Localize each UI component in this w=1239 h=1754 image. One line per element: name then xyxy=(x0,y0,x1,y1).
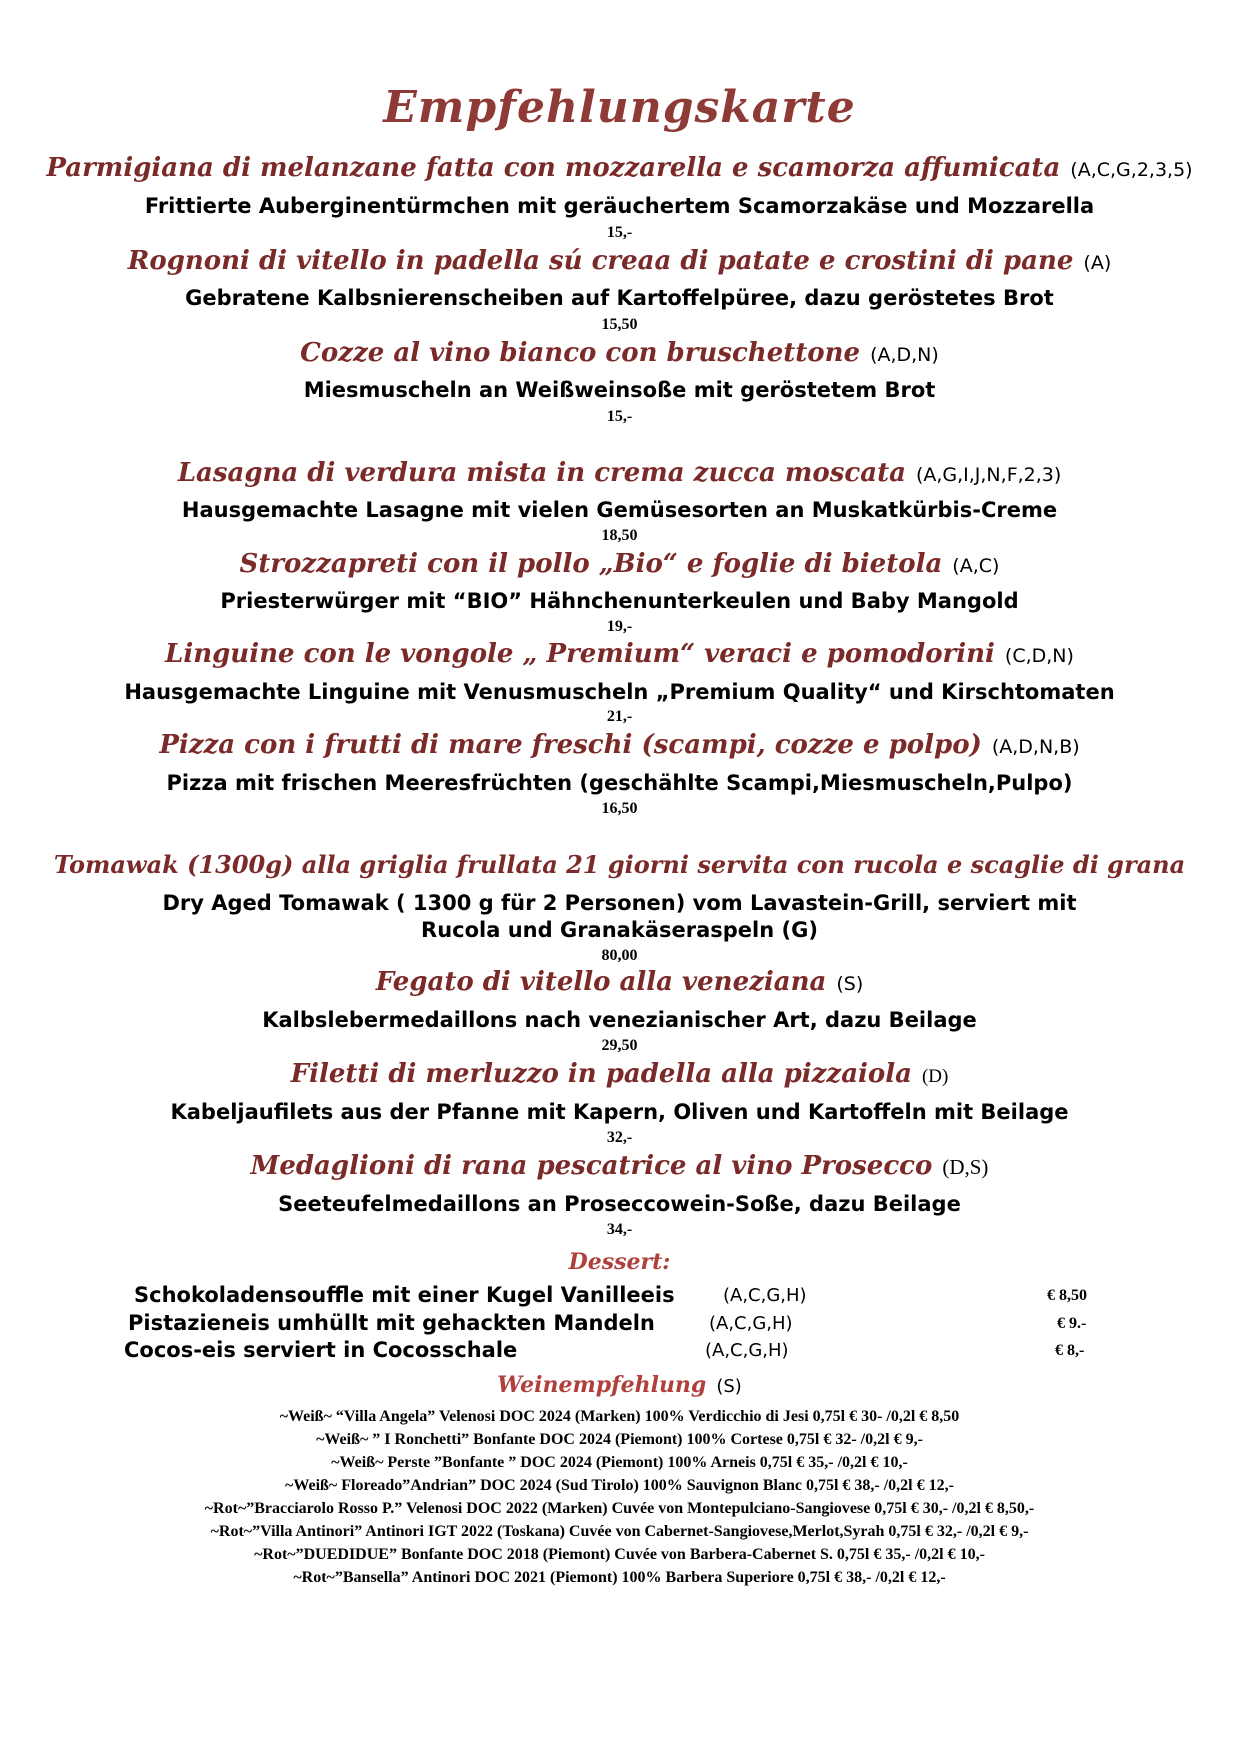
dish-name-line xyxy=(0,549,1239,579)
dish-description: Seeteufelmedaillons an Proseccowein-Soße, dazu Beilage xyxy=(278,1192,961,1216)
dessert-allergens: (A,C,G,H) xyxy=(705,1340,789,1361)
dish-name-line xyxy=(0,458,1239,488)
dish-description: Hausgemachte Linguine mit Venusmuscheln „Premium Quality“ und Kirschtomaten xyxy=(124,680,1115,704)
dessert-name: Pistazieneis umhüllt mit gehackten Mandeln xyxy=(128,1311,655,1335)
dish-name: Medaglioni di rana pescatrice al vino Prosecco xyxy=(250,1151,933,1181)
wine-line: ~Rot~”Bansella” Antinori DOC 2021 (Piemont) 100% Barbera Superiore 0,75l € 38,- /0,2l € 12,- xyxy=(293,1569,946,1586)
dish-name: Filetti di merluzzo in padella alla pizzaiola xyxy=(290,1059,912,1089)
dish-allergens: (A,G,I,J,N,F,2,3) xyxy=(915,464,1062,486)
wine-line: ~Rot~”DUEDIDUE” Bonfante DOC 2018 (Piemont) Cuvée von Barbera-Cabernet S. 0,75l € 35,- /0,2l € 10,- xyxy=(254,1546,985,1563)
dish-description: Pizza mit frischen Meeresfrüchten (geschählte Scampi,Miesmuscheln,Pulpo) xyxy=(166,771,1073,795)
dish-allergens: (C,D,N) xyxy=(1004,645,1074,667)
wine-allergens: (S) xyxy=(716,1376,742,1397)
dish-allergens: (A,D,N) xyxy=(870,344,939,366)
dish-price: 32,- xyxy=(606,1129,633,1146)
dish-allergens: (A,D,N,B) xyxy=(991,736,1080,758)
dessert-row xyxy=(0,1311,1239,1339)
wine-line: ~Weiß~ “Villa Angela” Velenosi DOC 2024 (Marken) 100% Verdicchio di Jesi 0,75l € 30- /0,2l € 8,50 xyxy=(279,1408,960,1425)
dessert-title: Dessert: xyxy=(568,1249,671,1275)
dish-description: Hausgemachte Lasagne mit vielen Gemüsesorten an Muskatkürbis-Creme xyxy=(181,498,1058,522)
dish-name: Tomawak (1300g) alla griglia frullata 21 giorni servita con rucola e scaglie di grana xyxy=(53,850,1186,879)
dessert-row xyxy=(0,1338,1239,1366)
dish-name-line xyxy=(0,639,1239,669)
dish-name: Linguine con le vongole „ Premium“ veraci e pomodorini xyxy=(165,639,995,669)
dish-allergens: (D,S) xyxy=(942,1155,989,1179)
dish-price: 15,- xyxy=(606,408,633,425)
dish-description: Priesterwürger mit “BIO” Hähnchenunterkeulen und Baby Mangold xyxy=(220,589,1019,613)
dish-name: Lasagna di verdura mista in crema zucca moscata xyxy=(177,458,906,488)
dish-description: Gebratene Kalbsnierenscheiben auf Kartoffelpüree, dazu geröstetes Brot xyxy=(185,286,1054,310)
dish-description: Kalbslebermedaillons nach venezianischer Art, dazu Beilage xyxy=(262,1008,977,1032)
dessert-allergens: (A,C,G,H) xyxy=(723,1285,807,1306)
dish-description: Frittierte Auberginentürmchen mit geräuchertem Scamorzakäse und Mozzarella xyxy=(144,194,1095,218)
wine-line: ~Weiß~ ” I Ronchetti” Bonfante DOC 2024 (Piemont) 100% Cortese 0,75l € 32- /0,2l € 9,- xyxy=(316,1431,923,1448)
dish-allergens: (A,C,G,2,3,5) xyxy=(1070,159,1193,181)
wine-line: ~Rot~”Bracciarolo Rosso P.” Velenosi DOC 2022 (Marken) Cuvée von Montepulciano-Sangiovese 0,75l € 30,- /0,2l € 8,50,- xyxy=(204,1500,1035,1517)
dessert-price: € 8,50 xyxy=(1047,1287,1087,1304)
dish-description: Dry Aged Tomawak ( 1300 g für 2 Personen) vom Lavastein-Grill, serviert mit xyxy=(162,891,1077,915)
wine-line: ~Weiß~ Floreado”Andrian” DOC 2024 (Sud Tirolo) 100% Sauvignon Blanc 0,75l € 38,- /0,2l € 12,- xyxy=(285,1477,954,1494)
dish-price: 80,00 xyxy=(601,947,638,964)
dish-name: Rognoni di vitello in padella sú creaa di patate e crostini di pane xyxy=(127,246,1074,276)
page-title: Empfehlungskarte xyxy=(383,82,856,133)
dish-name-line xyxy=(0,1059,1239,1089)
dish-name-line xyxy=(0,1151,1239,1181)
dish-name-line xyxy=(0,338,1239,368)
dish-description: Kabeljaufilets aus der Pfanne mit Kapern, Oliven und Kartoffeln mit Beilage xyxy=(170,1100,1069,1124)
dessert-price: € 8,- xyxy=(1055,1342,1085,1359)
wine-line: ~Rot~”Villa Antinori” Antinori IGT 2022 (Toskana) Cuvée von Cabernet-Sangiovese,Merlot,Syrah 0,75l € 32,- /0,2l € 9,- xyxy=(210,1523,1029,1540)
dish-name: Fegato di vitello alla veneziana xyxy=(375,967,827,997)
dish-name: Pizza con i frutti di mare freschi (scampi, cozze e polpo) xyxy=(159,730,982,760)
dish-name: Strozzapreti con il pollo „Bio“ e foglie di bietola xyxy=(239,549,943,579)
dish-price: 15,- xyxy=(606,224,633,241)
dish-allergens: (A,C) xyxy=(952,555,1000,577)
dessert-row xyxy=(0,1283,1239,1311)
wine-title: Weinempfehlung xyxy=(497,1372,707,1398)
dish-name-line xyxy=(0,730,1239,760)
dish-description: Miesmuscheln an Weißweinsoße mit geröstetem Brot xyxy=(303,378,936,402)
dessert-allergens: (A,C,G,H) xyxy=(709,1313,793,1334)
dish-name-line xyxy=(0,850,1239,879)
wine-line: ~Weiß~ Perste ”Bonfante ” DOC 2024 (Piemont) 100% Arneis 0,75l € 35,- /0,2l € 10,- xyxy=(331,1454,908,1471)
dish-name-line xyxy=(0,246,1239,276)
dish-price: 19,- xyxy=(606,618,633,635)
dish-name-line xyxy=(0,153,1239,183)
dish-description: Rucola und Granakäseraspeln (G) xyxy=(421,918,818,942)
dish-price: 15,50 xyxy=(601,316,638,333)
dish-name: Parmigiana di melanzane fatta con mozzarella e scamorza affumicata xyxy=(46,153,1061,183)
wine-title-line xyxy=(0,1372,1239,1398)
dessert-name: Schokoladensouffle mit einer Kugel Vanilleeis xyxy=(134,1283,675,1307)
dish-price: 34,- xyxy=(606,1221,633,1238)
dish-allergens: (D) xyxy=(921,1066,949,1087)
dish-price: 16,50 xyxy=(601,800,638,817)
dessert-price: € 9.- xyxy=(1057,1315,1087,1332)
dish-price: 21,- xyxy=(606,708,633,725)
dish-price: 18,50 xyxy=(601,527,638,544)
dish-allergens: (A) xyxy=(1083,252,1112,274)
dish-name-line xyxy=(0,967,1239,997)
dish-allergens: (S) xyxy=(836,973,864,995)
dish-price: 29,50 xyxy=(601,1037,638,1054)
dish-name: Cozze al vino bianco con bruschettone xyxy=(300,338,861,368)
dessert-name: Cocos-eis serviert in Cocosschale xyxy=(124,1338,518,1362)
